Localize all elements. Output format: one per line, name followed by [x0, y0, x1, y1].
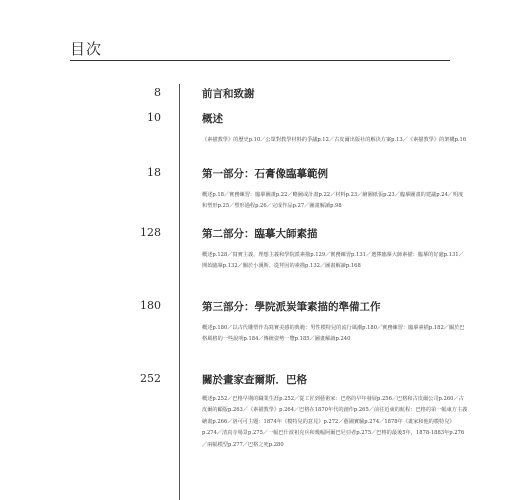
toc-description: 《素描教學》的歷史p.10／公眾對教學材料的爭議p.12／古皮爾出版社的解決方案p.13／《素描教學》的架構p.16	[202, 137, 467, 143]
toc-heading: 第一部分：石膏像臨摹範例	[202, 168, 328, 180]
toc-heading: 第三部分：學院派炭筆素描的準備工作	[202, 301, 381, 313]
toc-page-number: 180	[140, 299, 161, 312]
title-divider	[70, 60, 450, 61]
toc-page-number: 252	[140, 372, 161, 385]
toc-page-number: 8	[154, 86, 161, 99]
page-title: 目次	[70, 40, 103, 58]
toc-description: 概述p.18／實務練習：臨摹圖畫p.22／略圖或計畫p.22／材料p.23／繪圖紙張p.23／臨摹圖畫的建議p.24／明度和塑形p.25／塑形過程p.26／完成作品p.27／圖畫解讀p.98	[202, 192, 464, 210]
toc-vertical-rule	[179, 84, 180, 500]
toc-description: 概述p.128／寫實主義、理想主義和學院派素描p.129／實務練習p.131／選擇臨摹大師素描：臨摹的好處p.131／開始臨摹p.132／關於小溪斯、從拜因的素描p.132／圖畫解讀p.168	[202, 252, 464, 270]
toc-heading: 前言和致謝	[202, 88, 255, 100]
toc-heading: 關於畫家查爾斯．巴格	[202, 374, 307, 386]
toc-heading: 概述	[202, 113, 223, 125]
toc-page-number: 128	[140, 226, 161, 239]
toc-description: 概述p.252／巴格早期的職業生涯p.252／從工匠到藝術家：巴格的早年發展p.256／巴格和古皮爾公司p.260／古皮爾的顧版p.263／《素描教學》p.264／巴格在1870年代的創作p.265／前往近東的航程：巴格的第一幅東方主義繪畫p.266／洛可可主題：1874年《模特兒的意見》p.272／藝圃實驗p.274／1878年《畫家和他的模特兒》p.274／清真寺場景p.275／一幅巴什波祖克兵和幾幅阿爾巴尼亞者p.275／巴格的最後5年，1878-1883年p.276／兩幅模型p.277／巴格之死p.280	[202, 396, 468, 448]
toc-heading: 第二部分：臨摹大師素描	[202, 228, 318, 240]
toc-page-number: 10	[147, 111, 161, 124]
toc-description: 概述p.180／以古代雕塑作為寫實美感的典範：男性模特兒的流行風潮p.180／實務練習：臨摹素描p.182／關於巴格風格的一些說明p.184／傳統姿勢一覽p.185／圖畫解讀p.240	[202, 325, 465, 343]
toc-page-number: 18	[147, 166, 161, 179]
